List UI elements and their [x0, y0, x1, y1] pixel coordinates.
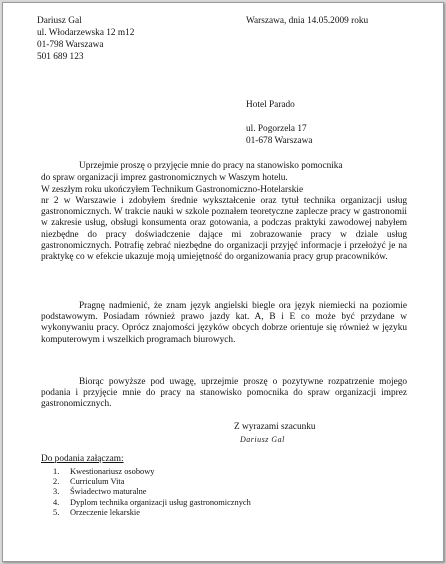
list-item: 5. Orzeczenie lekarskie — [53, 507, 140, 517]
attachments-heading: Do podania załączam: — [41, 454, 124, 464]
sender-phone: 501 689 123 — [37, 52, 84, 62]
paragraph-4: Biorąc powyższe pod uwagę, uprzejmie proszę o pozytywne rozpatrzenie mojego podania i przyjęcie mnie do pracy na stanowisko pomocnika do spraw organizacji imprez gastronomicznych. — [41, 377, 407, 410]
attachments-list — [53, 467, 251, 518]
closing: Z wyrazami szacunku — [234, 422, 316, 432]
sender-street: ul. Włodarzewska 12 m12 — [37, 28, 135, 38]
letter-page — [2, 2, 444, 562]
signature: Dariusz Gal — [240, 435, 285, 444]
sender-city: 01-798 Warszawa — [37, 40, 104, 50]
list-item: 3. Świadectwo maturalne — [53, 487, 147, 497]
paragraph-2-line-1: W zeszłym roku ukończyłem Technikum Gastronomiczno-Hotelarskie — [41, 185, 304, 195]
list-item: 1. Kwestionariusz osobowy — [53, 467, 155, 476]
paragraph-1-line-1: Uprzejmie proszę o przyjęcie mnie do pracy na stanowisko pomocnika — [79, 161, 343, 171]
recipient-street: ul. Pogorzela 17 — [246, 124, 307, 134]
list-item: 4. Dyplom technika organizacji usług gastronomicznych — [53, 497, 251, 507]
recipient-name: Hotel Parado — [246, 100, 295, 110]
sender-name: Dariusz Gal — [37, 16, 82, 26]
paragraph-1-line-2: do spraw organizacji imprez gastronomicznych w Waszym hotelu. — [41, 173, 288, 183]
paragraph-2: nr 2 w Warszawie i zdobyłem średnie wykształcenie oraz tytuł technika organizacji usług gastronomicznych. W trakcie nauki w szkole poznałem teoretyczne zaplecze pracy w gastronomii w zakresie usług, obsługi konsumenta oraz gotowania, a podczas praktyki zawodowej nabyłem niezbędne do pracy doświadczenie dające mi zobrazowanie pracy w dziale usług gastronomicznych. Potrafię zebrać niezbędne do organizacji przyjęć informacje i przełożyć je na praktykę co w efekcie ukazuje moją umiejętność do organizowania pracy grup pracowników. — [41, 196, 407, 263]
list-item: 2. Curriculum Vita — [53, 477, 125, 487]
place-date: Warszawa, dnia 14.05.2009 roku — [246, 16, 369, 26]
recipient-city: 01-678 Warszawa — [246, 136, 313, 146]
paragraph-3: Pragnę nadmienić, że znam język angielski biegle ora język niemiecki na poziomie podstawowym. Posiadam również prawo jazdy kat. A, B i E co może być przydane w wykonywaniu pracy. Oprócz znajomości języków obcych dobrze orientuje się również w języku komputerowym i wszelkich programach biurowych. — [41, 301, 407, 345]
